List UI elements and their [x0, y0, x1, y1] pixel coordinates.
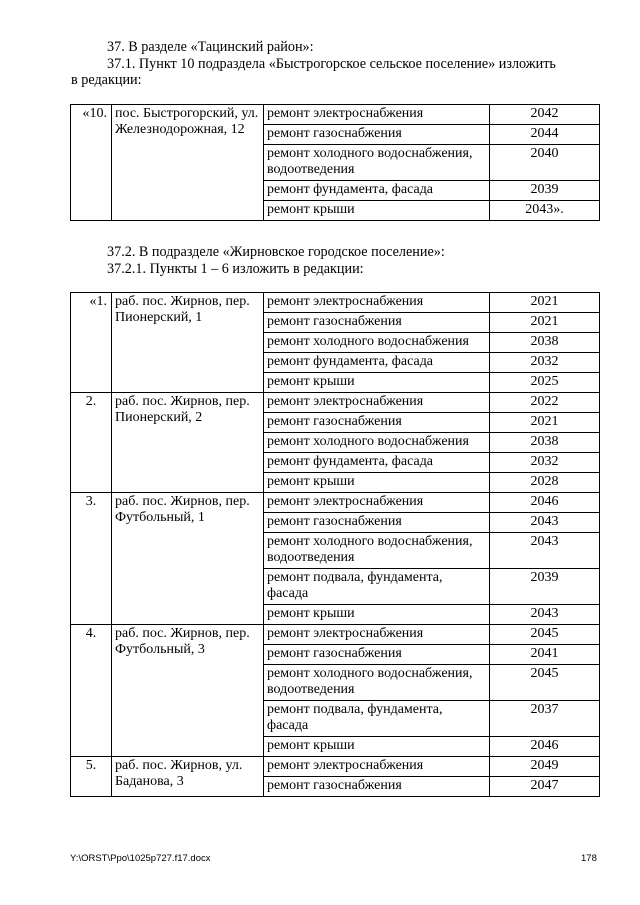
footer-page-number: 178 — [581, 853, 597, 864]
work-year: 2022 — [490, 393, 600, 413]
work-type: ремонт газоснабжения — [264, 777, 490, 797]
work-type: ремонт подвала, фундамента, фасада — [264, 701, 490, 737]
table-row — [71, 105, 600, 125]
work-type: ремонт электроснабжения — [264, 105, 490, 125]
item-address: раб. пос. Жирнов, ул. Баданова, 3 — [112, 757, 264, 797]
work-type: ремонт холодного водоснабжения, водоотведения — [264, 533, 490, 569]
work-type: ремонт крыши — [264, 201, 490, 221]
item-number: 5. — [71, 757, 112, 797]
work-year: 2049 — [490, 757, 600, 777]
table-row — [71, 625, 600, 645]
work-type: ремонт электроснабжения — [264, 757, 490, 777]
work-type: ремонт газоснабжения — [264, 645, 490, 665]
work-year: 2046 — [490, 737, 600, 757]
work-year: 2041 — [490, 645, 600, 665]
work-type: ремонт крыши — [264, 605, 490, 625]
work-year: 2028 — [490, 473, 600, 493]
work-type: ремонт холодного водоснабжения — [264, 433, 490, 453]
work-type: ремонт газоснабжения — [264, 513, 490, 533]
table-row — [71, 757, 600, 777]
work-year: 2021 — [490, 413, 600, 433]
work-year: 2040 — [490, 145, 600, 181]
work-type: ремонт холодного водоснабжения, водоотведения — [264, 665, 490, 701]
paragraph-37-2: 37.2. В подразделе «Жирновское городское поселение»: — [107, 244, 445, 260]
item-number: 3. — [71, 493, 112, 625]
item-address: раб. пос. Жирнов, пер. Пионерский, 2 — [112, 393, 264, 493]
section-heading: 37. В разделе «Тацинский район»: — [107, 39, 314, 55]
work-type: ремонт газоснабжения — [264, 125, 490, 145]
work-year: 2021 — [490, 313, 600, 333]
work-year: 2043». — [490, 201, 600, 221]
table-row — [71, 493, 600, 513]
item-address: раб. пос. Жирнов, пер. Футбольный, 1 — [112, 493, 264, 625]
work-year: 2032 — [490, 353, 600, 373]
work-type: ремонт электроснабжения — [264, 625, 490, 645]
work-year: 2047 — [490, 777, 600, 797]
item-number: 2. — [71, 393, 112, 493]
paragraph-37-1-cont: в редакции: — [71, 72, 142, 88]
work-type: ремонт газоснабжения — [264, 413, 490, 433]
table-row — [71, 293, 600, 313]
work-type: ремонт газоснабжения — [264, 313, 490, 333]
item-number: 4. — [71, 625, 112, 757]
work-type: ремонт фундамента, фасада — [264, 453, 490, 473]
item-number: «10. — [71, 105, 112, 221]
work-type: ремонт крыши — [264, 373, 490, 393]
item-address: раб. пос. Жирнов, пер. Пионерский, 1 — [112, 293, 264, 393]
work-type: ремонт фундамента, фасада — [264, 353, 490, 373]
table-row — [71, 393, 600, 413]
work-year: 2021 — [490, 293, 600, 313]
table-bystrogorskoe — [70, 104, 600, 221]
work-year: 2037 — [490, 701, 600, 737]
work-year: 2045 — [490, 665, 600, 701]
work-year: 2044 — [490, 125, 600, 145]
work-year: 2025 — [490, 373, 600, 393]
work-year: 2038 — [490, 333, 600, 353]
paragraph-37-2-1: 37.2.1. Пункты 1 – 6 изложить в редакции: — [107, 261, 364, 277]
work-type: ремонт крыши — [264, 737, 490, 757]
work-year: 2045 — [490, 625, 600, 645]
work-type: ремонт холодного водоснабжения — [264, 333, 490, 353]
work-type: ремонт электроснабжения — [264, 293, 490, 313]
work-year: 2043 — [490, 513, 600, 533]
work-type: ремонт электроснабжения — [264, 493, 490, 513]
work-type: ремонт фундамента, фасада — [264, 181, 490, 201]
paragraph-37-1: 37.1. Пункт 10 подраздела «Быстрогорское сельское поселение» изложить — [107, 56, 556, 72]
work-year: 2038 — [490, 433, 600, 453]
work-year: 2046 — [490, 493, 600, 513]
footer-file-path: Y:\ORST\Ppo\1025p727.f17.docx — [70, 853, 211, 864]
work-type: ремонт электроснабжения — [264, 393, 490, 413]
work-type: ремонт крыши — [264, 473, 490, 493]
item-address: пос. Быстрогорский, ул. Железнодорожная, 12 — [112, 105, 264, 221]
item-number: «1. — [71, 293, 112, 393]
work-year: 2042 — [490, 105, 600, 125]
item-address: раб. пос. Жирнов, пер. Футбольный, 3 — [112, 625, 264, 757]
work-year: 2039 — [490, 181, 600, 201]
work-year: 2032 — [490, 453, 600, 473]
work-type: ремонт холодного водоснабжения, водоотведения — [264, 145, 490, 181]
work-type: ремонт подвала, фундамента, фасада — [264, 569, 490, 605]
work-year: 2039 — [490, 569, 600, 605]
work-year: 2043 — [490, 605, 600, 625]
table-zhirnovskoe — [70, 292, 600, 797]
work-year: 2043 — [490, 533, 600, 569]
